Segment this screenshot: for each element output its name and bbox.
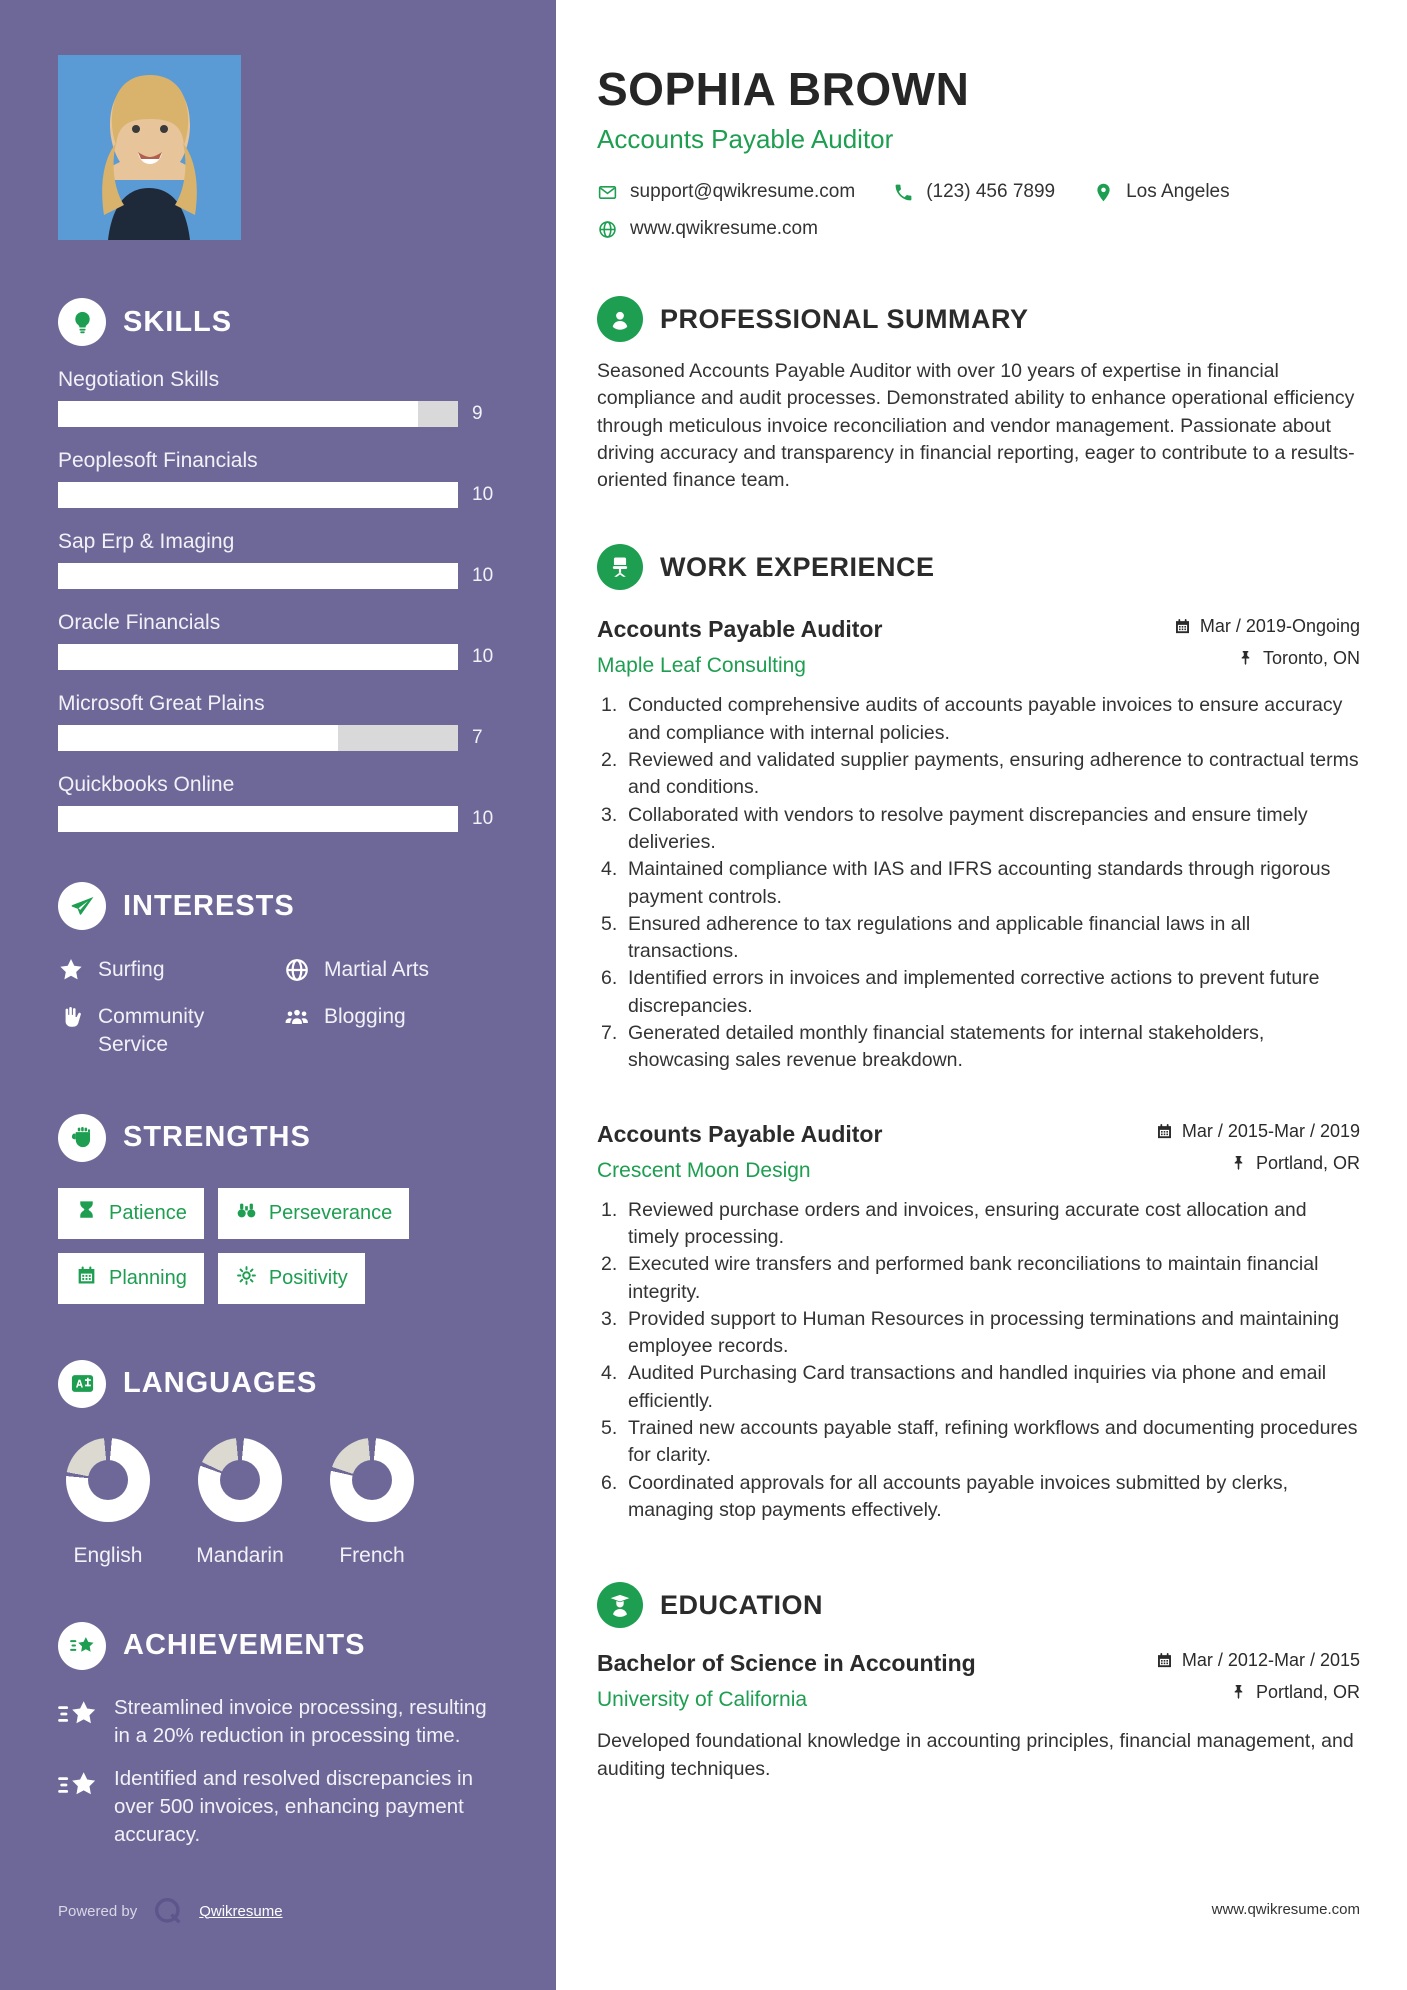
skill-item: [58, 692, 498, 751]
job-entry: [597, 616, 1360, 1074]
strengths-title: STRENGTHS: [123, 1121, 311, 1154]
achievement-item: [58, 1694, 498, 1749]
users-icon: [284, 1004, 310, 1030]
language-donut: [66, 1438, 150, 1522]
shooting-star-bullet-icon: [58, 1697, 98, 1731]
skill-item: [58, 449, 498, 508]
sidebar: [0, 0, 556, 1990]
pushpin-icon: [1229, 1683, 1248, 1702]
map-pin-icon: [1093, 182, 1114, 203]
interests-title: INTERESTS: [123, 889, 295, 922]
job-bullet: Reviewed purchase orders and invoices, ensuring accurate cost allocation and timely processing.: [628, 1198, 1307, 1248]
skill-bar: [58, 806, 458, 832]
hourglass-icon: [75, 1199, 98, 1228]
pushpin-icon: [1229, 1154, 1248, 1173]
skill-bar: [58, 644, 458, 670]
education-title: EDUCATION: [660, 1589, 823, 1620]
job-company: Maple Leaf Consulting: [597, 654, 806, 678]
shooting-star-bullet-icon: [58, 1768, 98, 1802]
job-dates: Mar / 2015-Mar / 2019: [1181, 1120, 1360, 1141]
language-label: French: [339, 1543, 405, 1567]
education-dates: Mar / 2012-Mar / 2015: [1181, 1650, 1360, 1671]
contact-website: www.qwikresume.com: [630, 218, 818, 239]
job-bullet: Identified errors in invoices and implemented corrective actions to prevent future discrepancies.: [628, 967, 1320, 1017]
education-entry: [597, 1650, 1360, 1783]
summary-text: Seasoned Accounts Payable Auditor with over 10 years of expertise in financial compliance and audit processes. Demonstrated ability to enhance operational efficiency through meticulous invoice reconciliation and vendor management. Passionate about driving accuracy and transparency in financial reporting, eager to contribute to a results-oriented finance team.: [597, 360, 1355, 492]
education-section-header: [597, 1582, 1360, 1628]
job-bullet: Executed wire transfers and performed bank reconciliations to maintain financial integrity.: [628, 1253, 1319, 1303]
skill-score: 10: [472, 808, 494, 829]
summary-section-header: [597, 296, 1360, 342]
skills-title: SKILLS: [123, 305, 233, 338]
job-role: Accounts Payable Auditor: [597, 616, 883, 643]
interest-item: [284, 1003, 498, 1058]
graduation-cap-icon: [597, 1582, 643, 1628]
calendar-small-icon: [1155, 1122, 1174, 1141]
translate-icon: [58, 1360, 106, 1408]
job-role: Accounts Payable Auditor: [597, 1120, 883, 1147]
languages-title: LANGUAGES: [123, 1367, 318, 1400]
skill-score: 10: [472, 646, 494, 667]
summary-section: [597, 296, 1360, 494]
sun-icon: [235, 1264, 258, 1293]
qwikresume-logo-icon: [151, 1894, 185, 1928]
skill-label: Negotiation Skills: [58, 368, 220, 391]
job-bullet-list: [597, 1197, 1360, 1525]
language-item: [322, 1438, 422, 1568]
job-bullet: Provided support to Human Resources in processing terminations and maintaining employee records.: [628, 1307, 1340, 1358]
education-degree: Bachelor of Science in Accounting: [597, 1650, 976, 1677]
job-bullet: Maintained compliance with IAS and IFRS accounting standards through rigorous payment controls.: [628, 858, 1331, 908]
work-section-header: [597, 544, 1360, 590]
achievement-text: Streamlined invoice processing, resulting in a 20% reduction in processing time.: [114, 1695, 487, 1747]
interests-section: [58, 882, 498, 1058]
strength-chip: [58, 1188, 204, 1239]
interest-item: [58, 956, 270, 983]
contact-email: support@qwikresume.com: [630, 181, 856, 202]
star-icon: [58, 957, 84, 983]
strength-label: Planning: [109, 1266, 187, 1289]
calendar-small-icon: [1173, 617, 1192, 636]
job-meta: [1173, 616, 1360, 669]
strengths-section: [58, 1114, 498, 1304]
interests-section-header: [58, 882, 498, 930]
binoculars-icon: [235, 1199, 258, 1228]
language-item: [190, 1438, 290, 1568]
person-icon: [597, 296, 643, 342]
shooting-star-icon: [58, 1622, 106, 1670]
profile-photo: [58, 55, 241, 240]
job-bullet: Conducted comprehensive audits of accounts payable invoices to ensure accuracy and compliance with internal policies.: [628, 694, 1343, 744]
skill-score: 9: [472, 403, 483, 424]
skill-label: Oracle Financials: [58, 611, 221, 634]
person-name: SOPHIA BROWN: [597, 63, 970, 115]
achievement-text: Identified and resolved discrepancies in over 500 invoices, enhancing payment accuracy.: [114, 1767, 473, 1846]
job-bullet-list: [597, 692, 1360, 1074]
job-bullet: Collaborated with vendors to resolve payment discrepancies and ensure timely deliveries.: [628, 803, 1308, 853]
languages-section-header: [58, 1360, 498, 1408]
job-bullet: Audited Purchasing Card transactions and handled inquiries via phone and email efficiently.: [628, 1362, 1327, 1412]
globe-icon: [284, 957, 310, 983]
skill-item: [58, 611, 498, 670]
strength-chip: [218, 1188, 409, 1239]
skill-item: [58, 530, 498, 589]
job-bullet: Coordinated approvals for all accounts payable invoices submitted by clerks, managing stop payments effectively.: [628, 1471, 1289, 1521]
strengths-section-header: [58, 1114, 498, 1162]
job-company: Crescent Moon Design: [597, 1158, 811, 1182]
contact-row: [597, 181, 1360, 203]
achievements-section: [58, 1622, 498, 1848]
work-section: [597, 544, 1360, 1524]
skill-item: [58, 773, 498, 832]
language-donut: [198, 1438, 282, 1522]
qwikresume-link[interactable]: Qwikresume: [199, 1902, 283, 1920]
strength-chip: [58, 1253, 204, 1304]
strength-label: Patience: [109, 1201, 187, 1224]
education-description: Developed foundational knowledge in accounting principles, financial management, and auditing techniques.: [597, 1730, 1354, 1780]
envelope-icon: [597, 182, 618, 203]
interest-item: [284, 956, 498, 983]
job-bullet: Trained new accounts payable staff, refining workflows and documenting procedures for clarity.: [628, 1417, 1358, 1467]
job-bullet: Generated detailed monthly financial statements for internal stakeholders, showcasing sales revenue breakdown.: [628, 1022, 1265, 1072]
achievements-section-header: [58, 1622, 498, 1670]
skill-bar: [58, 563, 458, 589]
contact-row: [597, 218, 1360, 240]
language-label: English: [73, 1543, 143, 1567]
contact-location: Los Angeles: [1126, 181, 1230, 202]
main-content: [556, 0, 1407, 1990]
job-entry: [597, 1121, 1360, 1525]
skill-bar: [58, 482, 458, 508]
skills-section: [58, 298, 498, 832]
skill-label: Peoplesoft Financials: [58, 449, 258, 472]
job-meta: [1155, 1121, 1360, 1174]
language-donut: [330, 1438, 414, 1522]
skill-score: 7: [472, 727, 483, 748]
powered-by-label: Powered by: [58, 1902, 138, 1920]
job-location: Portland, OR: [1255, 1152, 1360, 1173]
office-chair-icon: [597, 544, 643, 590]
person-job-title: Accounts Payable Auditor: [597, 124, 894, 154]
contact-phone: (123) 456 7899: [926, 181, 1056, 202]
summary-title: PROFESSIONAL SUMMARY: [660, 303, 1029, 334]
work-title: WORK EXPERIENCE: [660, 551, 935, 582]
education-school: University of California: [597, 1688, 808, 1712]
job-bullet: Ensured adherence to tax regulations and applicable financial laws in all transactions.: [628, 912, 1251, 963]
interest-label: Martial Arts: [324, 958, 430, 981]
profile-photo-placeholder: [58, 55, 241, 240]
strength-label: Positivity: [268, 1266, 348, 1289]
fist-icon: [58, 1114, 106, 1162]
education-section: [597, 1582, 1360, 1783]
language-item: [58, 1438, 158, 1568]
paper-plane-icon: [58, 882, 106, 930]
globe-icon: [597, 219, 618, 240]
language-label: Mandarin: [196, 1543, 284, 1567]
interest-item: [58, 1003, 270, 1058]
calendar-icon: [75, 1264, 98, 1293]
education-meta: [1155, 1650, 1360, 1703]
interest-label: Blogging: [324, 1005, 406, 1029]
hand-icon: [58, 1004, 84, 1030]
skill-bar: [58, 725, 458, 751]
skill-item: [58, 368, 498, 427]
achievement-item: [58, 1765, 498, 1848]
strength-label: Perseverance: [268, 1201, 393, 1224]
skill-score: 10: [472, 565, 494, 586]
achievements-title: ACHIEVEMENTS: [123, 1629, 366, 1662]
pushpin-icon: [1236, 649, 1255, 668]
job-location: Toronto, ON: [1262, 648, 1360, 669]
sidebar-footer: [58, 1894, 283, 1928]
interest-label: Surfing: [98, 958, 165, 981]
skill-bar: [58, 401, 458, 427]
calendar-small-icon: [1155, 1651, 1174, 1670]
lightbulb-icon: [58, 298, 106, 346]
skill-score: 10: [472, 484, 494, 505]
strength-chip: [218, 1253, 365, 1304]
phone-icon: [893, 182, 914, 203]
languages-section: [58, 1360, 498, 1568]
footer-website: www.qwikresume.com: [1211, 1901, 1360, 1918]
job-bullet: Reviewed and validated supplier payments, ensuring adherence to contractual terms and conditions.: [628, 749, 1359, 799]
skill-label: Quickbooks Online: [58, 773, 235, 796]
skill-label: Microsoft Great Plains: [58, 692, 265, 715]
interest-label: Community Service: [98, 1005, 205, 1056]
skills-section-header: [58, 298, 498, 346]
skill-label: Sap Erp & Imaging: [58, 530, 235, 553]
job-dates: Mar / 2019-Ongoing: [1199, 616, 1360, 637]
education-location: Portland, OR: [1255, 1682, 1360, 1703]
